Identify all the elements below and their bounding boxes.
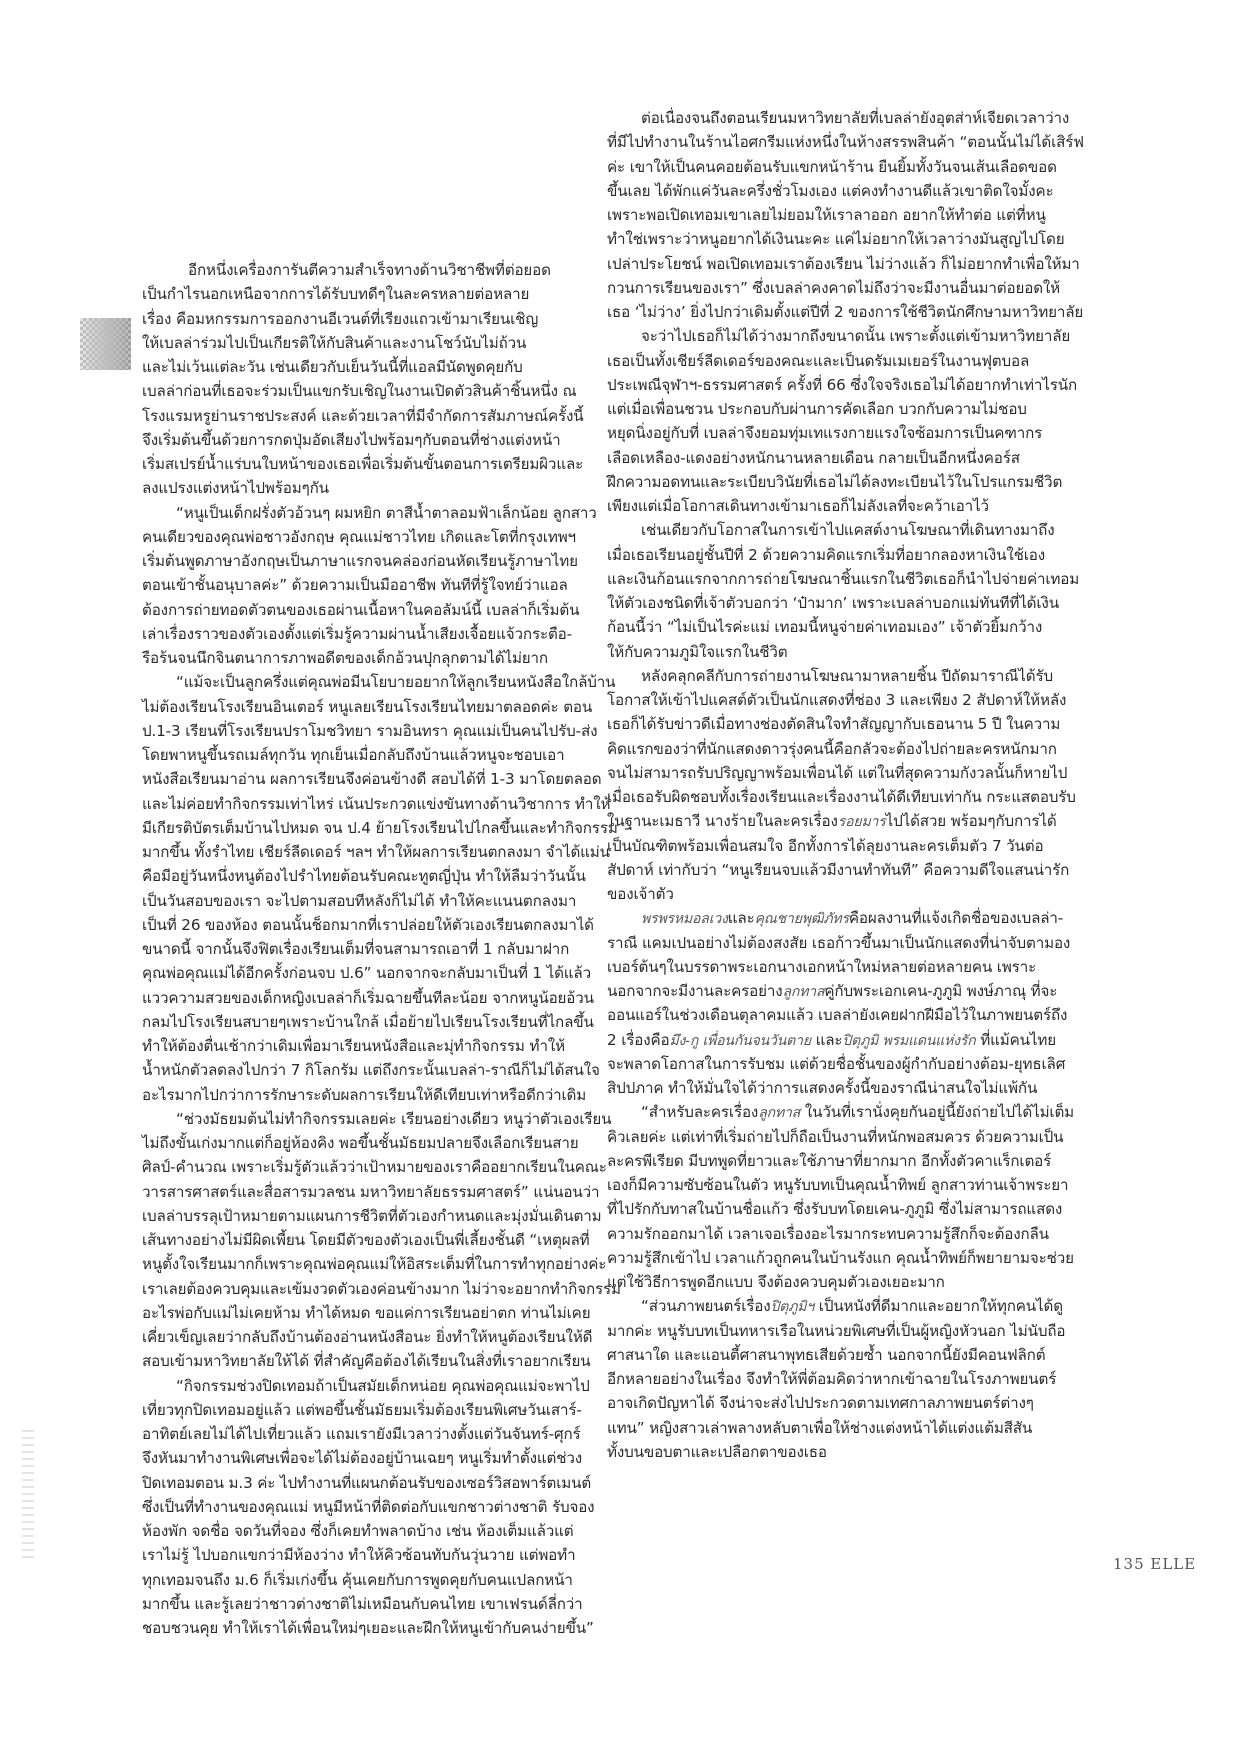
text-line: แต่ใช้วิธีการพูดอีกแบบ จึงต้องควบคุมตัวเองเยอะมาก: [607, 1273, 945, 1291]
text-line: ไม่ถึงขั้นเก่งมากแต่ก็อยู่ห้องคิง พอขึ้นชั้นมัธยมปลายจึงเลือกเรียนสาย: [142, 1134, 579, 1152]
italic-title: ปิตุภูมิ พรมแดนแห่งรัก: [842, 1032, 976, 1049]
text-line: คิดแรกของว่าที่นักแสดงดาวรุ่งคนนี้คือกลัวจะต้องไปถ่ายละครหนักมาก: [607, 739, 1057, 758]
article-column-left: [80, 258, 621, 1640]
text-line: ราณี แคมเปนอย่างไม่ต้องสงสัย เธอก้าวขึ้นมาเป็นนักแสดงที่น่าจับตามอง: [607, 933, 1071, 952]
text-line: โดยพาหนูขึ้นรถเมล์ทุกวัน ทุกเย็นเมื่อกลับถึงบ้านแล้วหนูจะชอบเอา: [142, 746, 565, 764]
text-line: อะไรมากไปกว่าการรักษาระดับผลการเรียนให้ดีเทียบเท่าหรือดีกว่าเดิม: [142, 1085, 587, 1104]
text-line: เป็นกำไรนอกเหนือจากการได้รับบทดีๆในละครหลายต่อหลาย: [142, 285, 530, 304]
text-line: ในฐานะเมธาวี นางร้ายในละครเรื่องรอยมารไปได้สวย พร้อมๆกับการได้: [607, 812, 1057, 831]
italic-title: มึง-กู เพื่อนกันจนวันตาย: [669, 1032, 811, 1049]
text-line: เล่าเรื่องราวของตัวเองตั้งแต่เริ่มรู้ความผ่านน้ำเสียงเจื้อยแจ้วกระตือ-: [142, 624, 572, 643]
text-line: เพียงแต่เมื่อโอกาสเดินทางเข้ามาเธอก็ไม่ลังเลที่จะคว้าเอาไว้: [607, 497, 989, 515]
text-line: คือมีอยู่วันหนึ่งหนูต้องไปรำไทยต้อนรับคณะทูตญี่ปุ่น ทำให้ลืมว่าวันนั้น: [142, 867, 586, 886]
text-line: จึงหันมาทำงานพิเศษเพื่อจะได้ไม่ต้องอยู่บ้านเฉยๆ หนูเริ่มทำตั้งแต่ช่วง: [142, 1449, 583, 1468]
text-line: “ช่วงมัธยมต้นไม่ทำกิจกรรมเลยค่ะ เรียนอย่างเดียว หนูว่าตัวเองเรียน: [176, 1109, 612, 1128]
text-line: อีกหลายอย่างในเรื่อง จึงทำให้พี่ต้อมคิดว่าหากเข้าฉายในโรงภาพยนตร์: [607, 1370, 1057, 1388]
text-line: ที่มีไปทำงานในร้านไอศกรีมแห่งหนึ่งในห้างสรรพสินค้า “ตอนนั้นไม่ได้เสิร์ฟ: [607, 133, 1084, 152]
text-line: และเงินก้อนแรกจากการถ่ายโฆษณาชิ้นแรกในชีวิตเธอก็นำไปจ่ายค่าเทอม: [607, 569, 1080, 588]
text-line: “สำหรับละครเรื่องลูกทาส ในวันที่เรานั่งคุยกันอยู่นี้ยังถ่ายไปได้ไม่เต็ม: [641, 1103, 1075, 1122]
text-line: เส้นทางอย่างไม่มีผิดเพี้ยน โดยมีตัวของตัวเองเป็นพี่เลี้ยงชั้นดี “เหตุผลที่: [142, 1231, 590, 1249]
text-line: วารสารศาสตร์และสื่อสารมวลชน มหาวิทยาลัยธรรมศาสตร์” แน่นอนว่า: [142, 1182, 600, 1201]
text-line: ให้เบลล่าร่วมไปเป็นเกียรติให้กับสินค้าและงานโชว์นับไม่ถ้วน: [142, 333, 527, 352]
text-line: หยุดนิ่งอยู่กับที่ เบลล่าจึงยอมทุ่มเทแรงกายแรงใจซ้อมการเป็นคฑากร: [607, 424, 1043, 443]
text-line: ก้อนนี้ว่า “ไม่เป็นไรค่ะแม่ เทอมนี้หนูจ่ายค่าเทอมเอง” เจ้าตัวยิ้มกว้าง: [607, 618, 1043, 637]
text-line: อาทิตย์เลยไม่ได้ไปเที่ยวแล้ว แถมเรายังมีเวลาว่างตั้งแต่วันจันทร์-ศุกร์: [142, 1425, 581, 1443]
text-line: มากค่ะ หนูรับบทเป็นทหารเรือในหน่วยพิเศษที่เป็นผู้หญิงหัวนอก ไม่นับถือ: [607, 1321, 1066, 1340]
text-line: คนเดียวของคุณพ่อชาวอังกฤษ คุณแม่ชาวไทย เกิดและโตที่กรุงเทพฯ: [142, 527, 576, 546]
text-line: และไม่เว้นแต่ละวัน เช่นเดียวกับเย็นวันนี้ที่แอลมีนัดพูดคุยกับ: [142, 358, 523, 376]
text-line: สอบเข้ามหาวิทยาลัยให้ได้ ที่สำคัญคือต้องได้เรียนในสิ่งที่เราอยากเรียน: [142, 1352, 591, 1371]
text-line: ของเจ้าตัว: [607, 885, 674, 903]
text-line: ลงแปรงแต่งหน้าไปพร้อมๆกัน: [142, 479, 329, 498]
text-line: เป็นที่ 26 ของห้อง ตอนนั้นช็อกมากที่เราปล่อยให้ตัวเองเรียนตกลงมาได้: [142, 915, 594, 934]
text-line: เบอร์ต้นๆในบรรดาพระเอกนางเอกหน้าใหม่หลายต่อหลายคน เพราะ: [607, 957, 1037, 976]
text-line: จนไม่สามารถรับปริญญาพร้อมเพื่อนได้ แต่ในที่สุดความกังวลนั้นก็หายไป: [607, 763, 1068, 782]
text-line: อะไรพ่อกับแม่ไม่เคยห้าม ทำได้หมด ขอแค่การเรียนอย่าตก ท่านไม่เคย: [142, 1303, 591, 1322]
text-line: “หนูเป็นเด็กฝรั่งตัวอ้วนๆ ผมหยิก ตาสีน้ำตาลอมฟ้าเล็กน้อย ลูกสาว: [176, 503, 597, 522]
text-line: มากขึ้น และรู้เลยว่าชาวต่างชาติไม่เหมือนกับคนไทย เขาเฟรนด์ลี่กว่า: [142, 1594, 583, 1613]
text-line: เราเลยต้องควบคุมและเข้มงวดตัวเองค่อนข้างมาก ไม่ว่าจะอยากทำกิจกรรม: [142, 1279, 621, 1298]
italic-title: พรพรหมอลเวง: [641, 911, 728, 928]
text-line: เธอเป็นทั้งเชียร์ลีดเดอร์ของคณะและเป็นดรัมเมเยอร์ในงานฟุตบอล: [607, 351, 1030, 370]
text-line: เที่ยวทุกปิดเทอมอยู่แล้ว แต่พอขึ้นชั้นมัธยมเริ่มต้องเรียนพิเศษวันเสาร์-: [142, 1400, 582, 1419]
text-line: กลมไปโรงเรียนสบายๆเพราะบ้านใกล้ เมื่อย้ายไปเรียนโรงเรียนที่ไกลขึ้น: [142, 1012, 594, 1031]
text-line: น้ำหนักตัวลดลงไปกว่า 7 กิโลกรัม แต่ถึงกระนั้นเบลล่า-ราณีก็ไม่ได้สนใจ: [142, 1061, 600, 1080]
italic-title: ลูกทาส: [782, 984, 825, 1000]
text-line: เช่นเดียวกับโอกาสในการเข้าไปแคสต์งานโฆษณาที่เดินทางมาถึง: [641, 521, 1055, 540]
text-line: เคี่ยวเข็ญเลยว่ากลับถึงบ้านต้องอ่านหนังสือนะ ยิ่งทำให้หนูต้องเรียนให้ดี: [142, 1328, 593, 1346]
text-line: ประเพณีจุฬาฯ-ธรรมศาสตร์ ครั้งที่ 66 ซึ่งใจจริงเธอไม่ได้อยากทำเท่าไรนัก: [607, 375, 1078, 394]
text-line: สิปปภาค ทำให้มั่นใจได้ว่าการแสดงครั้งนี้ของราณีน่าสนใจไม่แพ้กัน: [607, 1079, 1038, 1097]
text-line: เพราะพอเปิดเทอมเขาเลยไม่ยอมให้เราลาออก อยากให้ทำต่อ แต่ที่หนู: [607, 206, 1046, 224]
italic-title: ลูกทาส: [758, 1105, 801, 1122]
scan-artifact: [22, 1430, 34, 1560]
text-line: พรพรหมอลเวงและคุณชายพุฒิภัทรคือผลงานที่แจ้งเกิดชื่อของเบลล่า-: [641, 909, 1064, 928]
text-line: ให้กับความภูมิใจแรกในชีวิต: [607, 642, 788, 661]
text-line: ทั้งบนขอบตาและเปลือกตาของเธอ: [607, 1442, 827, 1461]
text-line: ห้องพัก จดชื่อ จดวันที่จอง ซึ่งก็เคยทำพลาดบ้าง เช่น ห้องเต็มแล้วแต่: [142, 1522, 574, 1540]
text-line: “ส่วนภาพยนตร์เรื่องปิตุภูมิฯ เป็นหนังที่ดีมากและอยากให้ทุกคนได้ดู: [641, 1297, 1063, 1316]
text-line: “กิจกรรมช่วงปิดเทอมถ้าเป็นสมัยเด็กหน่อย คุณพ่อคุณแม่จะพาไป: [176, 1376, 590, 1395]
text-line: เธอ ‘ไม่ว่าง’ ยิ่งไปกว่าเดิมตั้งแต่ปีที่ 2 ของการใช้ชีวิตนักศึกษามหาวิทยาลัย: [607, 303, 1084, 321]
text-line: ละครพีเรียด มีบทพูดที่ยาวและใช้ภาษาที่ยากมาก อีกทั้งตัวคาแร็กเตอร์: [607, 1151, 1052, 1170]
text-line: ที่ไปรักกับทาสในบ้านชื่อแก้ว ซึ่งรับบทโดยเคน-ภูภูมิ ซึ่งไม่สามารถแสดง: [607, 1200, 1063, 1219]
text-line: ทำใช่เพราะว่าหนูอยากได้เงินนะคะ แค่ไม่อยากให้เวลาว่างมันสูญไปโดย: [607, 230, 1065, 249]
text-line: “แม้จะเป็นลูกครึ่งแต่คุณพ่อมีนโยบายอยากให้ลูกเรียนหนังสือใกล้บ้าน: [176, 673, 616, 692]
text-line: เลือดเหลือง-แดงอย่างหนักนานหลายเดือน กลายเป็นอีกหนึ่งคอร์ส: [607, 448, 1020, 467]
text-line: สัปดาห์ เท่ากับว่า “หนูเรียนจบแล้วมีงานทำทันที” คือความดีใจแสนน่ารัก: [607, 860, 1070, 879]
text-line: มากขึ้น ทั้งรำไทย เชียร์ลีดเดอร์ ฯลฯ ทำให้ผลการเรียนตกลงมา จำได้แม่น: [142, 843, 610, 861]
text-line: หนูตั้งใจเรียนมากก็เพราะคุณพ่อคุณแม่ให้อิสระเต็มที่ในการทำทุกอย่างค่ะ: [142, 1255, 607, 1274]
text-line: ให้ตัวเองชนิดที่เจ้าตัวบอกว่า ‘ป๋ามาก’ เพราะเบลล่าบอกแม่ทันทีที่ได้เงิน: [607, 594, 1059, 612]
text-line: จะว่าไปเธอก็ไม่ได้ว่างมากถึงขนาดนั้น เพราะตั้งแต่เข้ามหาวิทยาลัย: [641, 327, 1071, 346]
text-line: แทน” หญิงสาวเล่าพลางหลับตาเพื่อให้ช่างแต่งหน้าได้แต่งแต้มสีสัน: [607, 1418, 1033, 1437]
text-line: ความรักออกมาได้ เวลาเจอเรื่องอะไรมากระทบความรู้สึกก็จะต้องกลืน: [607, 1224, 1049, 1243]
text-line: ป.1-3 เรียนที่โรงเรียนปราโมชวิทยา รามอินทรา คุณแม่เป็นคนไปรับ-ส่ง: [142, 721, 598, 740]
text-line: ปิดเทอมตอน ม.3 ค่ะ ไปทำงานที่แผนกต้อนรับของเซอร์วิสอพาร์ตเมนต์: [142, 1473, 592, 1492]
text-line: เมื่อเธอเรียนอยู่ชั้นปีที่ 2 ด้วยความคิดแรกเริ่มที่อยากลองหาเงินใช้เอง: [607, 545, 1046, 564]
text-line: เปล่าประโยชน์ พอเปิดเทอมเราต้องเรียน ไม่ว่างแล้ว ก็ไม่อยากทำเพื่อให้มา: [607, 254, 1080, 273]
text-line: 2 เรื่องคือมึง-กู เพื่อนกันจนวันตาย และปิตุภูมิ พรมแดนแห่งรัก ที่แม้คนไทย: [607, 1030, 1057, 1049]
article-column-right: [607, 106, 1137, 1464]
text-line: อีกหนึ่งเครื่องการันตีความสำเร็จทางด้านวิชาชีพที่ต่อยอด: [188, 261, 551, 279]
text-line: เบลล่าบรรลุเป้าหมายตามแผนการชีวิตที่ตัวเองกำหนดและมุ่งมั่นเดินตาม: [142, 1206, 602, 1225]
text-line: และไม่ค่อยทำกิจกรรมเท่าไหร่ เน้นประกวดแข่งขันทางด้านวิชาการ ทำให้: [142, 794, 611, 813]
text-line: มีเกียรติบัตรเต็มบ้านไปหมด จน ป.4 ย้ายโรงเรียนไปไกลขึ้นและทำกิจกรรม: [142, 818, 618, 837]
text-line: ตอนเข้าชั้นอนุบาลค่ะ” ด้วยความเป็นมืออาชีพ ทันทีที่รู้ใจทย์ว่าแอล: [142, 576, 568, 595]
text-line: ศิลป์-คำนวณ เพราะเริ่มรู้ตัวแล้วว่าเป้าหมายของเราคืออยากเรียนในคณะ: [142, 1158, 607, 1177]
text-line: นอกจากจะมีงานละครอย่างลูกทาสคู่กับพระเอกเคน-ภูภูมิ พงษ์ภาณุ ที่จะ: [607, 982, 1058, 1000]
text-line: ต้องการถ่ายทอดตัวตนของเธอผ่านเนื้อหาในคอลัมน์นี้ เบลล่าก็เริ่มต้น: [142, 600, 580, 619]
italic-title: รอยมาร: [837, 814, 886, 831]
text-line: เริ่มต้นพูดภาษาอังกฤษเป็นภาษาแรกจนคล่องก่อนหัดเรียนรู้ภาษาไทย: [142, 552, 578, 570]
text-line: เริ่มสเปรย์น้ำแร่บนใบหน้าของเธอเพื่อเริ่มต้นขั้นตอนการเตรียมผิวและ: [142, 455, 584, 473]
text-line: กวนการเรียนของเรา” ซึ่งเบลล่าคงคาดไม่ถึงว่าจะมีงานอื่นมาต่อยอดให้: [607, 278, 1061, 297]
text-line: ศาสนาใด และแอนตี้ศาสนาพุทธเสียด้วยซ้ำ นอกจากนี้ยังมีคอนฟลิกต์: [607, 1345, 1046, 1364]
text-line: เป็นวันสอบของเรา จะไปตามสอบทีหลังก็ไม่ได้ ทำให้คะแนนตกลงมา: [142, 891, 577, 910]
text-line: เป็นบัณฑิตพร้อมเพื่อนสมใจ อีกทั้งการได้ลุยงานละครเต็มตัว 7 วันต่อ: [607, 836, 1044, 855]
text-line: เมื่อเธอรับผิดชอบทั้งเรื่องเรียนและเรื่องงานได้ดีเทียบเท่ากัน กระแสตอบรับ: [607, 788, 1076, 806]
text-line: เรื่อง คือมหกรรมการออกงานอีเวนต์ที่เรียงแถวเข้ามาเรียนเชิญ: [142, 309, 539, 328]
text-line: ต่อเนื่องจนถึงตอนเรียนมหาวิทยาลัยที่เบลล่ายังอุตส่าห์เจียดเวลาว่าง: [641, 109, 1070, 127]
text-line: ฝึกความอดทนและระเบียบวินัยที่เธอไม่ได้ลงทะเบียนไว้ในโปรแกรมชีวิต: [607, 472, 1063, 491]
text-line: ความรู้สึกเข้าไป เวลาแก้วถูกคนในบ้านรังแก คุณน้ำทิพย์ก็พยายามจะช่วย: [607, 1248, 1074, 1267]
text-line: หลังคลุกคลีกับการถ่ายงานโฆษณามาหลายชิ้น ปีถัดมาราณีได้รับ: [641, 666, 1053, 685]
text-line: โรงแรมหรูย่านราชประสงค์ และด้วยเวลาที่มีจำกัดการสัมภาษณ์ครั้งนี้: [142, 406, 584, 425]
text-line: ไม่ต้องเรียนโรงเรียนอินเตอร์ หนูเลยเรียนโรงเรียนไทยมาตลอดค่ะ ตอน: [142, 697, 593, 716]
text-line: เธอก็ได้รับข่าวดีเมื่อทางช่องตัดสินใจทำสัญญากับเธอนาน 5 ปี ในความ: [607, 715, 1061, 734]
italic-title: ปิตุภูมิฯ: [770, 1299, 815, 1316]
text-line: แววความสวยของเด็กหญิงเบลล่าก็เริ่มฉายขึ้นทีละน้อย จากหนูน้อยอ้วน: [142, 988, 594, 1007]
text-line: รือร้นจนนึกจินตนาการภาพอดีตของเด็กอ้วนปุกลุกตามได้ไม่ยาก: [142, 649, 548, 667]
text-line: ออนแอร์ในช่วงเดือนตุลาคมแล้ว เบลล่ายังเคยฝากฝีมือไว้ในภาพยนตร์ถึง: [607, 1006, 1068, 1025]
text-line: ชอบชวนคุย ทำให้เราได้เพื่อนใหม่ๆเยอะและฝึกให้หนูเข้ากับคนง่ายขึ้น”: [142, 1619, 594, 1637]
text-line: โอกาสให้เข้าไปแคสต์ตัวเป็นนักแสดงที่ช่อง 3 และเพียง 2 สัปดาห์ให้หลัง: [607, 691, 1067, 709]
text-line: จะพลาดโอกาสในการรับชม แต่ด้วยชื่อชั้นของผู้กำกับอย่างต้อม-ยุทธเลิศ: [607, 1054, 1066, 1073]
text-line: ขนาดนี้ จากนั้นจึงฟิตเรื่องเรียนเต็มที่จนสามารถเอาที่ 1 กลับมาฝาก: [142, 940, 570, 958]
text-line: แต่เมื่อเพื่อนชวน ประกอบกับผ่านการคัดเลือก บวกกับความไม่ชอบ: [607, 400, 1027, 418]
text-line: คุณพ่อคุณแม่ได้อีกครั้งก่อนจบ ป.6” นอกจากจะกลับมาเป็นที่ 1 ได้แล้ว: [142, 964, 591, 983]
text-line: ค่ะ เขาให้เป็นคนคอยต้อนรับแขกหน้าร้าน ยืนยิ้มทั้งวันจนเส้นเลือดขอด: [607, 157, 1057, 176]
text-line: เองก็มีความซับซ้อนในตัว หนูรับบทเป็นคุณน้ำทิพย์ ลูกสาวท่านเจ้าพระยา: [607, 1176, 1069, 1194]
text-line: คิวเลยค่ะ แต่เท่าที่เริ่มถ่ายไปก็ถือเป็นงานที่หนักพอสมควร ด้วยความเป็น: [607, 1127, 1064, 1146]
text-line: เบลล่าก่อนที่เธอจะร่วมเป็นแขกรับเชิญในงานเปิดตัวสินค้าชิ้นหนึ่ง ณ: [142, 382, 577, 401]
text-line: อาจเกิดปัญหาได้ จึงน่าจะส่งไปประกวดตามเทศกาลภาพยนตร์ต่างๆ: [607, 1394, 1034, 1413]
text-line: หนังสือเรียนมาอ่าน ผลการเรียนจึงค่อนข้างดี สอบได้ที่ 1-3 มาโดยตลอด: [142, 770, 602, 789]
page-folio: 135 ELLE: [1113, 1555, 1197, 1573]
text-line: ทุกเทอมจนถึง ม.6 ก็เริ่มเก่งขึ้น คุ้นเคยกับการพูดคุยกับคนแปลกหน้า: [142, 1570, 573, 1589]
text-line: จึงเริ่มต้นขึ้นด้วยการกดปุ่มอัดเสียงไปพร้อมๆกับตอนที่ช่างแต่งหน้า: [142, 430, 561, 449]
text-line: ขึ้นเลย ได้พักแค่วันละครึ่งชั่วโมงเอง แต่คงทำงานดีแล้วเขาติดใจมั้งคะ: [607, 181, 1054, 200]
italic-title: คุณชายพุฒิภัทร: [754, 911, 849, 928]
text-line: ทำให้ต้องตื่นเช้ากว่าเดิมเพื่อมาเรียนหนังสือและมุ่ทำกิจกรรม ทำให้: [142, 1037, 565, 1055]
text-line: เราไม่รู้ ไปบอกแขกว่ามีห้องว่าง ทำให้คิวซ้อนทับกันวุ่นวาย แต่พอทำ: [142, 1546, 576, 1565]
text-line: ซึ่งเป็นที่ทำงานของคุณแม่ หนูมีหน้าที่ติดต่อกับแขกชาวต่างชาติ รับจอง: [142, 1497, 595, 1516]
